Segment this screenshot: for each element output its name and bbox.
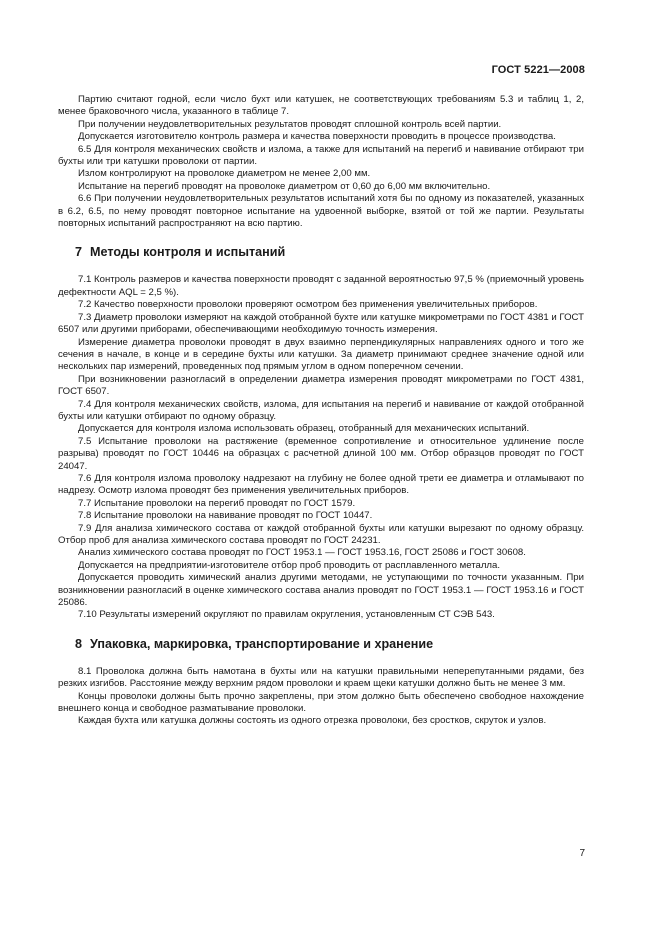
paragraph: Излом контролируют на проволоке диаметром не менее 2,00 мм. — [78, 168, 371, 180]
paragraph: 7.9 Для анализа химического состава от каждой отобранной бухты или катушки вырезают по одному образцу. Отбор проб для анализа химического состава проводят по ГОСТ 24231. — [58, 522, 584, 546]
paragraph: Допускается проводить химический анализ другими методами, не уступающими по точности указанным. При возникновении разногласий в оценке химического состава анализ проводят по ГОСТ 1953.1 — ГОСТ 1953.16 и ГОСТ 25086. — [58, 572, 584, 609]
paragraph: 7.10 Результаты измерений округляют по правилам округления, установленным СТ СЭВ 543. — [78, 609, 495, 621]
section-7-heading — [58, 245, 584, 260]
section-title: Методы контроля и испытаний — [90, 245, 286, 260]
paragraph: Допускается изготовителю контроль размера и качества поверхности проводить в процессе производства. — [78, 131, 556, 143]
page-number: 7 — [579, 848, 585, 859]
paragraph: 7.3 Диаметр проволоки измеряют на каждой отобранной бухте или катушке микрометрами по ГОСТ 4381 и ГОСТ 6507 или другими приборами, обеспечивающими необходимую точность измерения. — [58, 311, 584, 336]
paragraph: Измерение диаметра проволоки проводят в двух взаимно перпендикулярных направлениях одного и того же сечения в начале, в конце и в середине бухты или катушки. За диаметр принимают среднее значение одной или нескольких пар измерений, проведенных под прямым углом в одном поперечном сечении. — [58, 336, 584, 373]
section-8-body — [58, 666, 584, 728]
paragraph: 7.4 Для контроля механических свойств, излома, для испытания на перегиб и навивание от каждой отобранной бухты или катушки отбирают по одному образцу. — [58, 398, 584, 422]
paragraph: Каждая бухта или катушка должны состоять из одного отрезка проволоки, без сростков, скруток и узлов. — [78, 715, 547, 727]
section-8-heading — [58, 637, 584, 652]
paragraph: При возникновении разногласий в определении диаметра измерения проводят микрометрами по ГОСТ 4381, ГОСТ 6507. — [58, 373, 584, 398]
paragraph: Партию считают годной, если число бухт или катушек, не соответствующих требованиям 5.3 и таблиц 1, 2, менее браковочного числа, указанного в таблице 7. — [58, 94, 584, 118]
section-number: 7 — [75, 245, 83, 260]
paragraph: Анализ химического состава проводят по ГОСТ 1953.1 — ГОСТ 1953.16, ГОСТ 25086 и ГОСТ 30608. — [78, 547, 526, 559]
paragraph: 7.8 Испытание проволоки на навивание проводят по ГОСТ 10447. — [78, 510, 373, 522]
section-number: 8 — [75, 636, 83, 651]
paragraph: 6.6 При получении неудовлетворительных результатов испытаний хотя бы по одному из показателей, указанных в 6.2, 6.5, по нему проводят повторное испытание на удвоенной выборке, взятой от той же партии. Результаты повторных испытаний распространяют на всю партию. — [58, 193, 584, 230]
section-title: Упаковка, маркировка, транспортирование и хранение — [90, 636, 434, 651]
paragraph: 7.1 Контроль размеров и качества поверхности проводят с заданной вероятностью 97,5 % (приемочный уровень дефектности AQL = 2,5 %). — [58, 274, 584, 298]
paragraph: При получении неудовлетворительных результатов проводят сплошной контроль всей партии. — [78, 118, 502, 130]
paragraph: 7.6 Для контроля излома проволоку надрезают на глубину не более одной трети ее диаметра и отламывают по надрезу. Осмотр излома проводят без применения увеличительных приборов. — [58, 472, 584, 497]
paragraph: Допускается для контроля излома использовать образец, отобранный для механических испытаний. — [78, 423, 530, 435]
document-number: ГОСТ 5221—2008 — [491, 64, 585, 76]
paragraph: 7.2 Качество поверхности проволоки проверяют осмотром без применения увеличительных приборов. — [78, 299, 538, 311]
paragraph: Допускается на предприятии-изготовителе отбор проб проводить от расплавленного металла. — [78, 559, 501, 571]
paragraph: 8.1 Проволока должна быть намотана в бухты или на катушки правильными неперепутанными рядами, без резких изгибов. Расстояние между верхним рядом проволоки и краем щеки катушки должно быть не менее 3 мм. — [58, 665, 584, 690]
paragraph: 7.5 Испытание проволоки на растяжение (временное сопротивление и относительное удлинение после разрыва) проводят по ГОСТ 10446 на образцах с расчетной длиной 100 мм. Отбор образцов проводят по ГОСТ 24047. — [58, 435, 584, 472]
clause-6-continuation — [58, 94, 584, 230]
paragraph: 6.5 Для контроля механических свойств и излома, а также для испытаний на перегиб и навивание отбирают три бухты или три катушки проволоки от партии. — [58, 143, 584, 168]
paragraph: Испытание на перегиб проводят на проволоке диаметром от 0,60 до 6,00 мм включительно. — [78, 180, 491, 192]
paragraph: Концы проволоки должны быть прочно закреплены, при этом должно быть обеспечено свободное нахождение внешнего конца и свободное разматывание проволоки. — [58, 690, 584, 715]
document-body — [58, 94, 584, 728]
section-7-body — [58, 274, 584, 621]
paragraph: 7.7 Испытание проволоки на перегиб проводят по ГОСТ 1579. — [78, 497, 356, 509]
